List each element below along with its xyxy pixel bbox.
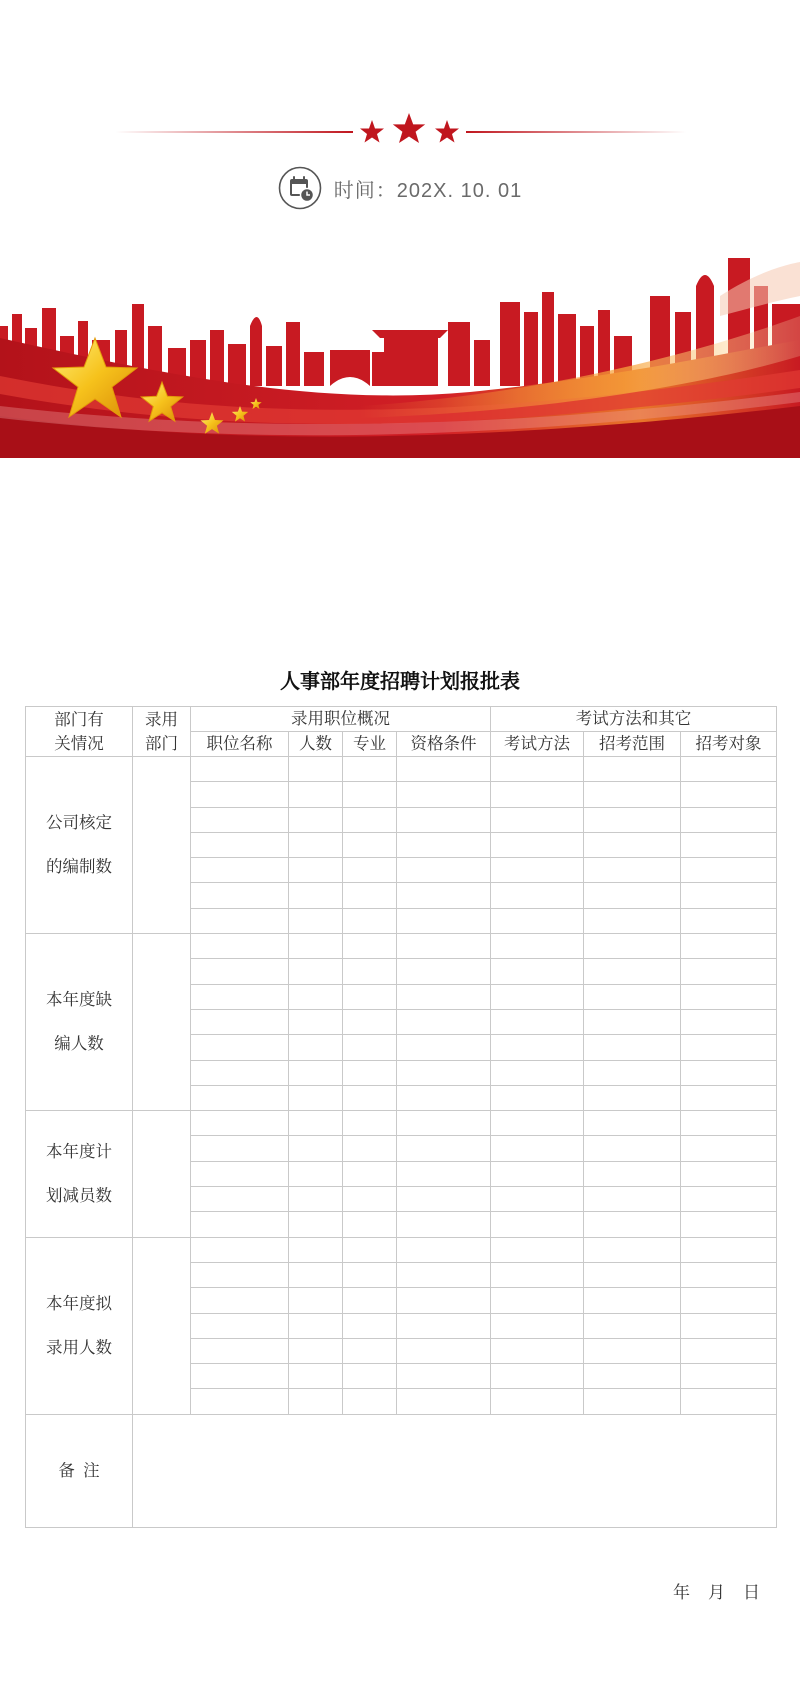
table-cell[interactable] [491, 1288, 584, 1313]
table-cell[interactable] [584, 1237, 681, 1262]
table-cell[interactable] [681, 832, 777, 857]
table-cell[interactable] [681, 984, 777, 1009]
table-cell[interactable] [584, 1161, 681, 1186]
remark-content[interactable] [133, 1414, 777, 1527]
table-cell[interactable] [397, 934, 491, 959]
table-cell[interactable] [584, 1288, 681, 1313]
table-cell[interactable] [397, 1009, 491, 1034]
table-cell[interactable] [289, 1187, 343, 1212]
table-cell[interactable] [289, 1060, 343, 1085]
table-cell[interactable] [397, 1313, 491, 1338]
section-label: 本年度缺 编人数 [26, 934, 133, 1111]
table-cell[interactable] [491, 807, 584, 832]
table-cell[interactable] [191, 1161, 289, 1186]
table-cell[interactable] [343, 1161, 397, 1186]
remark-label: 备 注 [26, 1414, 133, 1527]
table-cell[interactable] [343, 1187, 397, 1212]
table-cell[interactable] [289, 1364, 343, 1389]
table-cell[interactable] [191, 934, 289, 959]
table-cell[interactable] [343, 1364, 397, 1389]
table-cell[interactable] [681, 1187, 777, 1212]
table-cell[interactable] [397, 1389, 491, 1414]
table-cell[interactable] [397, 1111, 491, 1136]
table-cell[interactable] [681, 1060, 777, 1085]
table-cell[interactable] [491, 1009, 584, 1034]
table-cell[interactable] [491, 1338, 584, 1363]
table-cell[interactable] [584, 1111, 681, 1136]
header-exam-other: 考试方法和其它 [491, 707, 777, 732]
table-cell[interactable] [397, 757, 491, 782]
header-dept-info: 部门有 关情况 [26, 707, 133, 757]
table-cell[interactable] [681, 757, 777, 782]
hire-dept-cell[interactable] [133, 1237, 191, 1414]
footer-year: 年 [673, 1583, 690, 1602]
table-cell[interactable] [289, 1288, 343, 1313]
table-cell[interactable] [343, 1262, 397, 1287]
section-label: 本年度拟 录用人数 [26, 1237, 133, 1414]
table-cell[interactable] [491, 1313, 584, 1338]
table-cell[interactable] [343, 1313, 397, 1338]
header-major: 专业 [343, 732, 397, 757]
table-cell[interactable] [191, 1111, 289, 1136]
table-cell[interactable] [584, 1060, 681, 1085]
table-cell[interactable] [397, 984, 491, 1009]
table-cell[interactable] [191, 908, 289, 933]
table-cell[interactable] [289, 1136, 343, 1161]
table-cell[interactable] [397, 1364, 491, 1389]
table-cell[interactable] [681, 858, 777, 883]
table-cell[interactable] [343, 1035, 397, 1060]
table-cell[interactable] [584, 984, 681, 1009]
table-cell[interactable] [191, 757, 289, 782]
table-cell[interactable] [289, 934, 343, 959]
table-cell[interactable] [584, 1136, 681, 1161]
table-cell[interactable] [397, 1212, 491, 1237]
table-cell[interactable] [397, 858, 491, 883]
table-cell[interactable] [191, 1389, 289, 1414]
table-cell[interactable] [397, 1262, 491, 1287]
table-cell[interactable] [191, 1009, 289, 1034]
header-exam-method: 考试方法 [491, 732, 584, 757]
table-cell[interactable] [397, 807, 491, 832]
table-cell[interactable] [397, 959, 491, 984]
table-cell[interactable] [289, 757, 343, 782]
table-cell[interactable] [191, 984, 289, 1009]
table-cell[interactable] [397, 1338, 491, 1363]
table-cell[interactable] [343, 1085, 397, 1110]
table-cell[interactable] [343, 1060, 397, 1085]
header-qualification: 资格条件 [397, 732, 491, 757]
footer-day: 日 [743, 1583, 760, 1602]
section-label: 本年度计 划减员数 [26, 1111, 133, 1237]
table-row [26, 757, 777, 782]
table-cell[interactable] [343, 1136, 397, 1161]
table-cell[interactable] [491, 782, 584, 807]
table-cell[interactable] [491, 1262, 584, 1287]
table-cell[interactable] [343, 832, 397, 857]
recruitment-plan-table [25, 706, 777, 1528]
table-cell[interactable] [343, 984, 397, 1009]
table-cell[interactable] [681, 883, 777, 908]
table-cell[interactable] [681, 1338, 777, 1363]
table-cell[interactable] [584, 959, 681, 984]
table-cell[interactable] [491, 934, 584, 959]
table-cell[interactable] [289, 1035, 343, 1060]
table-cell[interactable] [491, 1364, 584, 1389]
table-cell[interactable] [681, 807, 777, 832]
table-cell[interactable] [584, 934, 681, 959]
table-cell[interactable] [584, 1009, 681, 1034]
table-cell[interactable] [397, 883, 491, 908]
table-cell[interactable] [343, 807, 397, 832]
table-cell[interactable] [397, 908, 491, 933]
table-cell[interactable] [584, 883, 681, 908]
table-cell[interactable] [681, 1212, 777, 1237]
date-label: 时间： [333, 179, 397, 202]
table-cell[interactable] [191, 807, 289, 832]
table-cell[interactable] [491, 984, 584, 1009]
table-cell[interactable] [491, 959, 584, 984]
table-cell[interactable] [584, 757, 681, 782]
table-cell[interactable] [289, 1009, 343, 1034]
footer-month: 月 [708, 1583, 725, 1602]
table-cell[interactable] [191, 1262, 289, 1287]
table-cell[interactable] [584, 858, 681, 883]
document-title: 人事部年度招聘计划报批表 [280, 671, 520, 693]
table-row [26, 1237, 777, 1262]
table-cell[interactable] [584, 1313, 681, 1338]
table-cell[interactable] [289, 883, 343, 908]
table-cell[interactable] [289, 1389, 343, 1414]
table-cell[interactable] [681, 1237, 777, 1262]
header-position-overview: 录用职位概况 [191, 707, 491, 732]
table-cell[interactable] [681, 1313, 777, 1338]
table-cell[interactable] [681, 1085, 777, 1110]
table-cell[interactable] [397, 1035, 491, 1060]
table-cell[interactable] [584, 908, 681, 933]
table-cell[interactable] [491, 1161, 584, 1186]
header-hire-dept: 录用 部门 [133, 707, 191, 757]
header-ornament [0, 100, 800, 160]
date-footer [655, 1578, 760, 1603]
header-exam-target: 招考对象 [681, 732, 777, 757]
table-cell[interactable] [343, 908, 397, 933]
table-cell[interactable] [681, 908, 777, 933]
table-cell[interactable] [343, 1237, 397, 1262]
table-cell[interactable] [681, 1262, 777, 1287]
star-icon [435, 120, 459, 143]
table-cell[interactable] [584, 1389, 681, 1414]
table-cell[interactable] [491, 883, 584, 908]
table-cell[interactable] [681, 1364, 777, 1389]
table-cell[interactable] [397, 1136, 491, 1161]
table-cell[interactable] [584, 1212, 681, 1237]
table-cell[interactable] [491, 908, 584, 933]
table-cell[interactable] [343, 1009, 397, 1034]
table-cell[interactable] [289, 1338, 343, 1363]
date-value: 202X. 10. 01 [396, 179, 523, 202]
table-cell[interactable] [681, 1389, 777, 1414]
table-cell[interactable] [681, 1035, 777, 1060]
header-exam-scope: 招考范围 [584, 732, 681, 757]
table-cell[interactable] [584, 782, 681, 807]
table-cell[interactable] [681, 1009, 777, 1034]
hire-dept-cell[interactable] [133, 757, 191, 934]
table-cell[interactable] [289, 858, 343, 883]
table-row [26, 1111, 777, 1136]
table-cell[interactable] [491, 1060, 584, 1085]
table-cell[interactable] [191, 1136, 289, 1161]
section-label: 公司核定 的编制数 [26, 757, 133, 934]
table-cell[interactable] [191, 1212, 289, 1237]
table-cell[interactable] [584, 1262, 681, 1287]
date-row [0, 166, 800, 210]
table-cell[interactable] [681, 1136, 777, 1161]
table-cell[interactable] [191, 883, 289, 908]
table-cell[interactable] [397, 1237, 491, 1262]
table-cell[interactable] [191, 1237, 289, 1262]
table-cell[interactable] [491, 757, 584, 782]
table-cell[interactable] [343, 1389, 397, 1414]
table-cell[interactable] [491, 858, 584, 883]
table-cell[interactable] [491, 1212, 584, 1237]
table-cell[interactable] [343, 934, 397, 959]
table-cell[interactable] [191, 1338, 289, 1363]
table-cell[interactable] [289, 1212, 343, 1237]
table-cell[interactable] [343, 1288, 397, 1313]
table-cell[interactable] [584, 1187, 681, 1212]
calendar-clock-icon [278, 166, 322, 210]
table-cell[interactable] [289, 984, 343, 1009]
date-text [334, 174, 522, 203]
table-cell[interactable] [397, 1085, 491, 1110]
table-cell[interactable] [191, 1313, 289, 1338]
table-cell[interactable] [289, 959, 343, 984]
table-cell[interactable] [681, 1111, 777, 1136]
table-cell[interactable] [491, 1136, 584, 1161]
table-cell[interactable] [289, 1237, 343, 1262]
table-cell[interactable] [191, 1364, 289, 1389]
table-cell[interactable] [343, 1212, 397, 1237]
table-cell[interactable] [584, 1035, 681, 1060]
table-cell[interactable] [681, 782, 777, 807]
table-cell[interactable] [343, 1111, 397, 1136]
table-cell[interactable] [681, 1161, 777, 1186]
table-row [26, 934, 777, 959]
table-cell[interactable] [584, 1085, 681, 1110]
table-cell[interactable] [397, 782, 491, 807]
table-cell[interactable] [343, 959, 397, 984]
table-cell[interactable] [289, 908, 343, 933]
table-cell[interactable] [491, 1085, 584, 1110]
star-icon [360, 120, 384, 143]
table-cell[interactable] [584, 1364, 681, 1389]
star-icon [393, 113, 425, 143]
table-cell[interactable] [584, 807, 681, 832]
table-cell[interactable] [491, 1237, 584, 1262]
table-cell[interactable] [584, 1338, 681, 1363]
table-cell[interactable] [491, 832, 584, 857]
table-cell[interactable] [191, 959, 289, 984]
table-cell[interactable] [397, 1187, 491, 1212]
table-cell[interactable] [191, 782, 289, 807]
table-cell[interactable] [343, 1338, 397, 1363]
table-cell[interactable] [289, 1161, 343, 1186]
hire-dept-cell[interactable] [133, 934, 191, 1111]
table-cell[interactable] [343, 858, 397, 883]
header-position-name: 职位名称 [191, 732, 289, 757]
table-cell[interactable] [397, 1288, 491, 1313]
table-cell[interactable] [491, 1111, 584, 1136]
table-cell[interactable] [343, 883, 397, 908]
table-cell[interactable] [289, 1085, 343, 1110]
skyline-banner [0, 256, 800, 458]
table-cell[interactable] [289, 1111, 343, 1136]
table-cell[interactable] [343, 782, 397, 807]
table-cell[interactable] [491, 1389, 584, 1414]
table-cell[interactable] [343, 757, 397, 782]
table-cell[interactable] [191, 1060, 289, 1085]
table-cell[interactable] [289, 832, 343, 857]
table-cell[interactable] [289, 807, 343, 832]
remark-row [26, 1414, 777, 1527]
table-cell[interactable] [397, 832, 491, 857]
table-cell[interactable] [191, 1288, 289, 1313]
table-cell[interactable] [191, 1085, 289, 1110]
table-cell[interactable] [681, 1288, 777, 1313]
table-cell[interactable] [191, 832, 289, 857]
table-cell[interactable] [397, 1060, 491, 1085]
table-cell[interactable] [681, 934, 777, 959]
table-cell[interactable] [289, 782, 343, 807]
table-cell[interactable] [681, 959, 777, 984]
table-cell[interactable] [191, 1187, 289, 1212]
table-cell[interactable] [191, 858, 289, 883]
table-cell[interactable] [191, 1035, 289, 1060]
table-cell[interactable] [397, 1161, 491, 1186]
hire-dept-cell[interactable] [133, 1111, 191, 1237]
header-headcount: 人数 [289, 732, 343, 757]
table-cell[interactable] [289, 1313, 343, 1338]
table-cell[interactable] [289, 1262, 343, 1287]
table-cell[interactable] [584, 832, 681, 857]
table-cell[interactable] [491, 1035, 584, 1060]
table-cell[interactable] [491, 1187, 584, 1212]
